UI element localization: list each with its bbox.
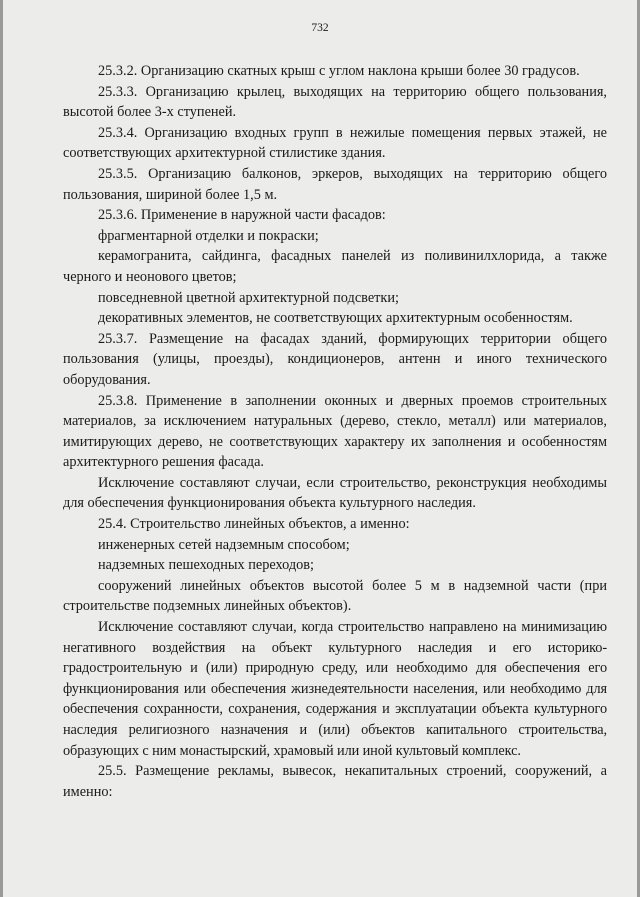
paragraph-25-3-5: 25.3.5. Организацию балконов, эркеров, выходящих на территорию общего пользования, шириной более 1,5 м. xyxy=(63,165,607,203)
paragraph-25-3-8: 25.3.8. Применение в заполнении оконных и дверных проемов строительных материалов, за исключением натуральных (дерево, стекло, металл) или материалов, имитирующих дерево, не соответствующих характеру их заполнения и особенностям архитектурного решения фасада. xyxy=(63,392,607,471)
paragraph-25-5: 25.5. Размещение рекламы, вывесок, некапитальных строений, сооружений, а именно: xyxy=(63,763,607,800)
paragraph-exception: Исключение составляют случаи, когда строительство направлено на минимизацию негативного воздействия на объект культурного наследия и его историко-градостроительную и (или) природную среду, или необходимо для обеспечения его функционирования или обеспечения жизнедеятельности населения, или необходимо для обеспечения сохранности, сохранения, содержания и эксплуатации объекта культурного наследия религиозного назначения и (или) объектов капитального строительства, образующих с ним монастырский, храмовый или иной культовый комплекс. xyxy=(63,619,607,759)
document-page xyxy=(3,0,637,897)
paragraph-exception: Исключение составляют случаи, если строительство, реконструкция необходимы для обеспечения функционирования объекта культурного наследия. xyxy=(63,474,607,512)
list-item: повседневной цветной архитектурной подсветки; xyxy=(98,289,399,306)
page-number: 732 xyxy=(311,22,329,34)
paragraph-25-4: 25.4. Строительство линейных объектов, а именно: xyxy=(98,516,410,533)
list-item: надземных пешеходных переходов; xyxy=(98,557,315,574)
list-item: керамогранита, сайдинга, фасадных панелей из поливинилхлорида, а также черного и неонового цветов; xyxy=(63,248,607,285)
paragraph-25-3-2: 25.3.2. Организацию скатных крыш с углом наклона крыши более 30 градусов. xyxy=(98,63,580,79)
paragraph-25-3-7: 25.3.7. Размещение на фасадах зданий, формирующих территории общего пользования (улицы, проезды), кондиционеров, антенн и иного технического оборудования. xyxy=(63,330,607,388)
paragraph-25-3-3: 25.3.3. Организацию крылец, выходящих на территорию общего пользования, высотой более 3-х ступеней. xyxy=(63,83,607,121)
list-item: декоративных элементов, не соответствующих архитектурным особенностям. xyxy=(98,310,573,327)
list-item: сооружений линейных объектов высотой более 5 м в надземной части (при строительстве подземных линейных объектов). xyxy=(63,577,607,615)
list-item: фрагментарной отделки и покраски; xyxy=(98,227,319,244)
list-item: инженерных сетей надземным способом; xyxy=(98,536,350,553)
paragraph-25-3-4: 25.3.4. Организацию входных групп в нежилые помещения первых этажей, не соответствующих архитектурной стилистике здания. xyxy=(63,124,607,162)
paragraph-25-3-6: 25.3.6. Применение в наружной части фасадов: xyxy=(98,207,386,224)
document-body xyxy=(63,61,607,802)
